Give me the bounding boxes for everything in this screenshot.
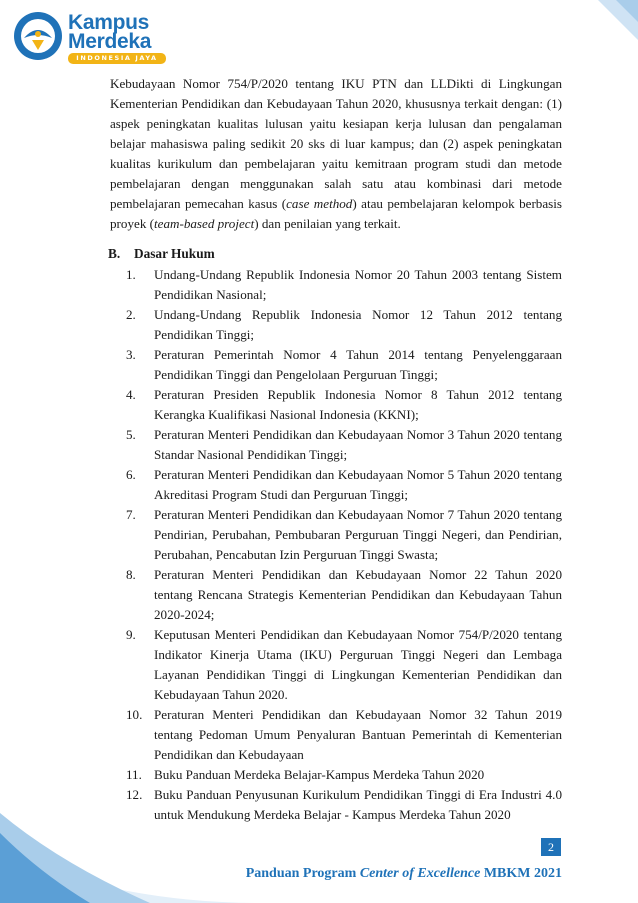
list-item: 4. Peraturan Presiden Republik Indonesia Nomor 8 Tahun 2012 tentang Kerangka Kualifikasi Nasional Indonesia (KKNI); bbox=[126, 387, 562, 422]
logo-wordmark-line2: Merdeka bbox=[68, 30, 152, 53]
legal-basis-list bbox=[110, 265, 562, 825]
list-item: 5. Peraturan Menteri Pendidikan dan Kebudayaan Nomor 3 Tahun 2020 tentang Standar Nasional Pendidikan Tinggi; bbox=[126, 427, 562, 462]
list-item: 6. Peraturan Menteri Pendidikan dan Kebudayaan Nomor 5 Tahun 2020 tentang Akreditasi Program Studi dan Perguruan Tinggi; bbox=[126, 467, 562, 502]
tut-wuri-handayani-emblem-icon bbox=[12, 10, 64, 62]
logo-tagline: INDONESIA JAYA bbox=[68, 53, 166, 64]
footer-title: Panduan Program Center of Excellence MBKM 2021 bbox=[245, 866, 562, 881]
emphasis-case-method: case method bbox=[286, 196, 353, 211]
section-heading bbox=[108, 246, 215, 262]
section-title: Dasar Hukum bbox=[134, 246, 215, 261]
list-item: 3. Peraturan Pemerintah Nomor 4 Tahun 2014 tentang Penyelenggaraan Pendidikan Tinggi dan Pengelolaan Perguruan Tinggi; bbox=[126, 347, 562, 382]
logo-wordmark-line1: Kampus bbox=[68, 11, 150, 34]
kampus-merdeka-logo bbox=[10, 8, 170, 68]
list-item: 2. Undang-Undang Republik Indonesia Nomor 12 Tahun 2012 tentang Pendidikan Tinggi; bbox=[126, 307, 562, 342]
page-number: 2 bbox=[541, 838, 561, 856]
list-item: 10. Peraturan Menteri Pendidikan dan Kebudayaan Nomor 32 Tahun 2019 tentang Pedoman Umum Penyaluran Bantuan Pemerintah di Kementerian Pendidikan dan Kebudayaan bbox=[126, 707, 562, 762]
emphasis-team-based-project: team-based project bbox=[154, 216, 255, 231]
list-item: 7. Peraturan Menteri Pendidikan dan Kebudayaan Nomor 7 Tahun 2020 tentang Pendirian, Perubahan, Pembubaran Perguruan Tinggi Negeri, dan Pendirian, Perubahan, Pencabutan Izin Perguruan Tinggi Swasta; bbox=[126, 507, 562, 562]
list-item: 1. Undang-Undang Republik Indonesia Nomor 20 Tahun 2003 tentang Sistem Pendidikan Nasional; bbox=[126, 267, 562, 302]
intro-paragraph: Kebudayaan Nomor 754/P/2020 tentang IKU PTN dan LLDikti di Lingkungan Kementerian Pendidikan dan Kebudayaan Tahun 2020, khususnya terkait dengan: (1) aspek peningkatan kualitas lulusan yaitu kesiapan kerja lulusan dan pengalaman belajar mahasiswa paling sedikit 20 sks di luar kampus; dan (2) aspek peningkatan kualitas kurikulum dan pembelajaran yaitu kemitraan program studi dan metode pembelajaran dengan menggunakan salah satu atau kombinasi dari metode pembelajaran pemecahan kasus (case method) atau pembelajaran kelompok berbasis proyek (team-based project) dan penilaian yang terkait. bbox=[110, 76, 562, 231]
list-item: 11. Buku Panduan Merdeka Belajar-Kampus Merdeka Tahun 2020 bbox=[126, 767, 485, 782]
list-item: 8. Peraturan Menteri Pendidikan dan Kebudayaan Nomor 22 Tahun 2020 tentang Rencana Strategis Kementerian Pendidikan dan Kebudayaan Tahun 2020-2024; bbox=[126, 567, 562, 622]
corner-decoration bbox=[578, 0, 638, 60]
list-item: 12. Buku Panduan Penyusunan Kurikulum Pendidikan Tinggi di Era Industri 4.0 untuk Mendukung Merdeka Belajar - Kampus Merdeka Tahun 2020 bbox=[126, 787, 562, 822]
section-letter: B. bbox=[108, 246, 121, 261]
list-item: 9. Keputusan Menteri Pendidikan dan Kebudayaan Nomor 754/P/2020 tentang Indikator Kinerja Utama (IKU) Perguruan Tinggi Negeri dan Lembaga Layanan Pendidikan Tinggi di Lingkungan Kementerian Pendidikan dan Kebudayaan Tahun 2020. bbox=[126, 627, 562, 702]
